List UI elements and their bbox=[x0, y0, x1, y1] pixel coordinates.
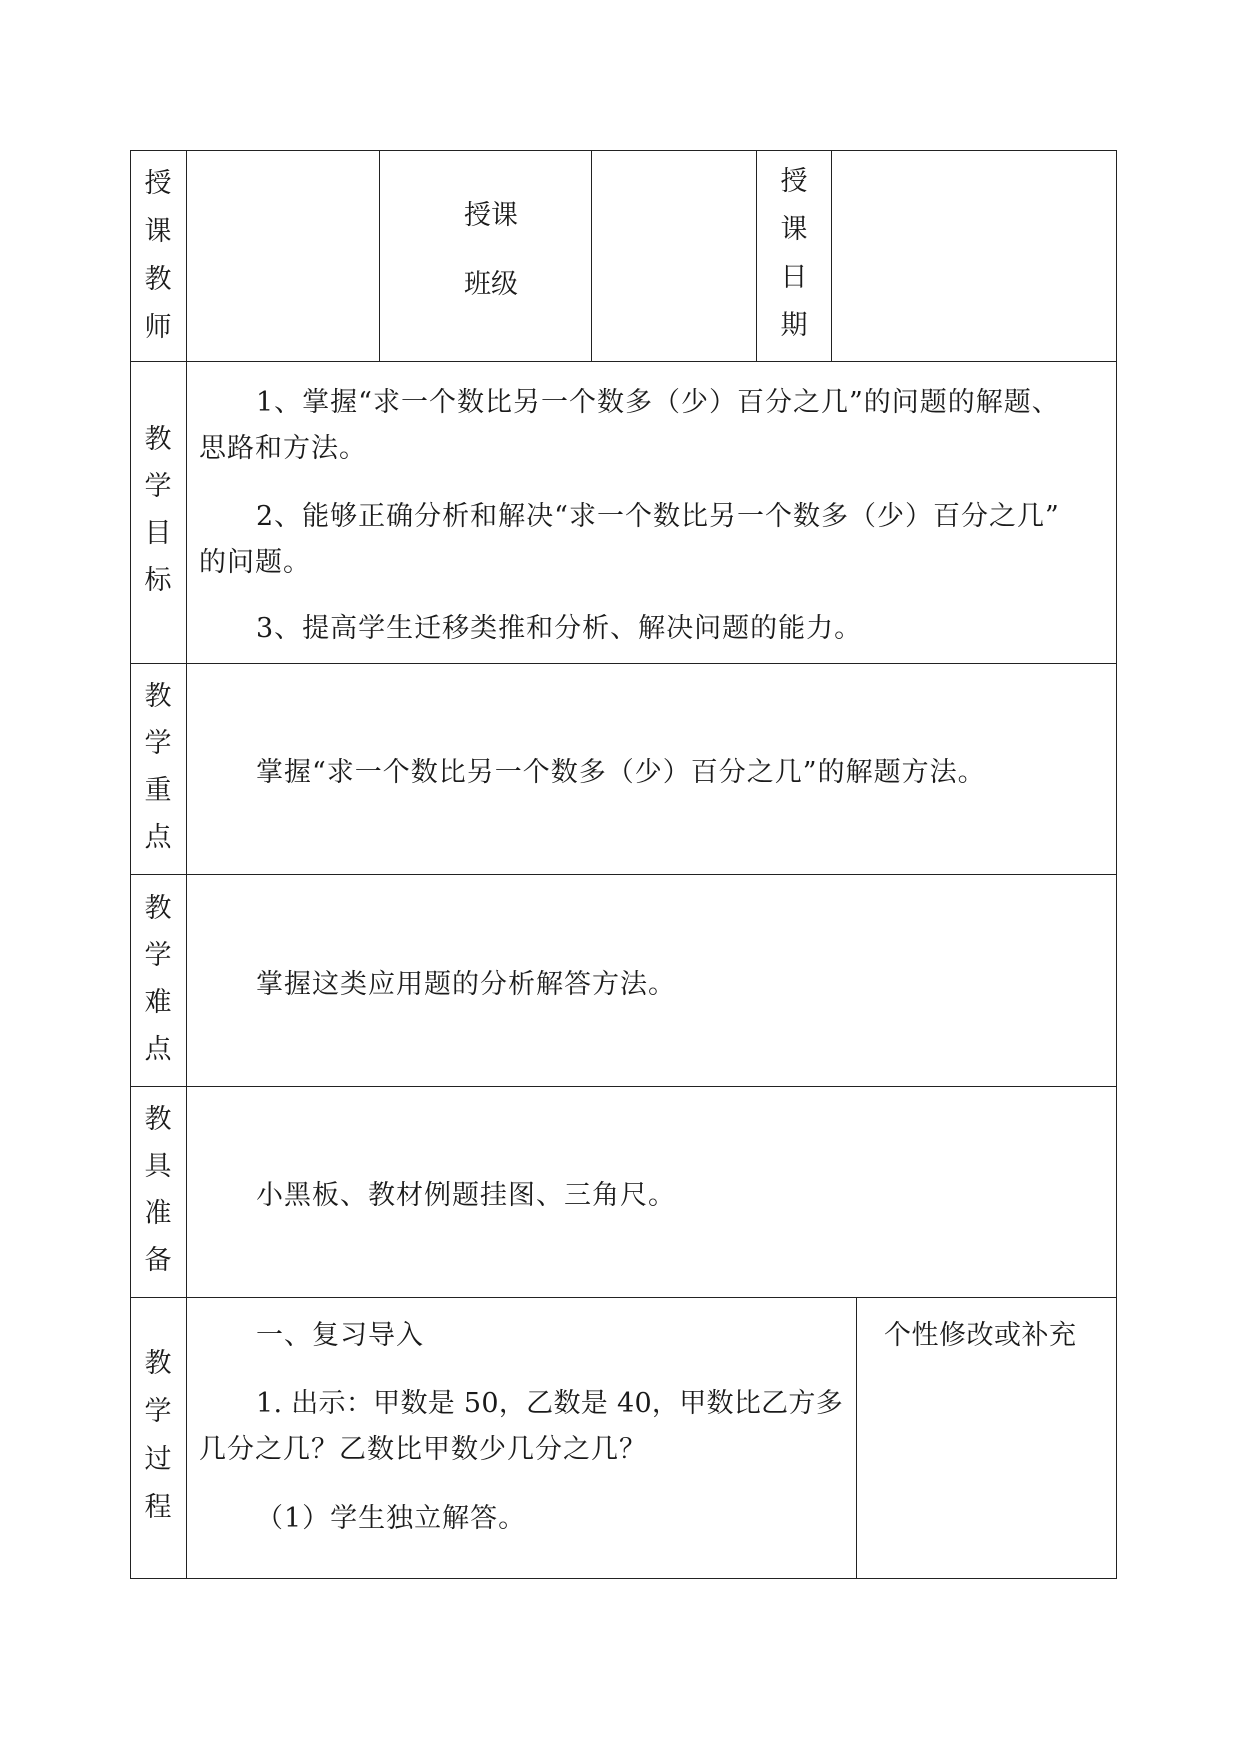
header-divider bbox=[756, 150, 757, 361]
label-column-divider bbox=[186, 150, 187, 1579]
difficulties-label: 教 学 难 点 bbox=[144, 893, 172, 1065]
row-divider bbox=[130, 1297, 1117, 1298]
objective-3: 3、提高学生迁移类推和分析、解决问题的能力。 bbox=[256, 613, 863, 644]
class-label-line2: 班级 bbox=[464, 269, 518, 300]
process-section-1: 一、复习导入 bbox=[256, 1320, 424, 1351]
header-divider bbox=[591, 150, 592, 361]
objectives-label: 教 学 目 标 bbox=[144, 424, 172, 596]
date-label: 授 课 日 期 bbox=[780, 166, 808, 341]
process-item-1-line2: 几分之几？乙数比甲数少几分之几？ bbox=[199, 1434, 647, 1465]
row-divider bbox=[130, 361, 1117, 362]
class-label-line1: 授课 bbox=[464, 200, 518, 231]
objective-1-line1: 1、掌握“求一个数比另一个数多（少）百分之几”的问题的解题、 bbox=[256, 387, 1060, 418]
tools-text: 小黑板、教材例题挂图、三角尺。 bbox=[256, 1180, 676, 1211]
objective-2-line2: 的问题。 bbox=[199, 547, 311, 578]
lesson-plan-table bbox=[130, 150, 1117, 1579]
header-divider bbox=[831, 150, 832, 361]
tools-label: 教 具 准 备 bbox=[144, 1104, 172, 1276]
header-divider bbox=[379, 150, 380, 361]
objective-1-line2: 思路和方法。 bbox=[199, 433, 367, 464]
key-points-text: 掌握“求一个数比另一个数多（少）百分之几”的解题方法。 bbox=[256, 757, 986, 788]
objective-2-line1: 2、能够正确分析和解决“求一个数比另一个数多（少）百分之几” bbox=[256, 501, 1060, 532]
key-points-label: 教 学 重 点 bbox=[144, 681, 172, 853]
process-item-1-line1: 1. 出示：甲数是 50，乙数是 40，甲数比乙方多 bbox=[256, 1388, 844, 1419]
row-divider bbox=[130, 1086, 1117, 1087]
row-divider bbox=[130, 663, 1117, 664]
teacher-label: 授 课 教 师 bbox=[144, 168, 172, 343]
process-label: 教 学 过 程 bbox=[144, 1348, 172, 1523]
notes-header: 个性修改或补充 bbox=[884, 1320, 1077, 1351]
notes-column-divider bbox=[856, 1297, 857, 1579]
process-sub-1: （1）学生独立解答。 bbox=[256, 1503, 527, 1534]
difficulties-text: 掌握这类应用题的分析解答方法。 bbox=[256, 969, 676, 1000]
row-divider bbox=[130, 874, 1117, 875]
